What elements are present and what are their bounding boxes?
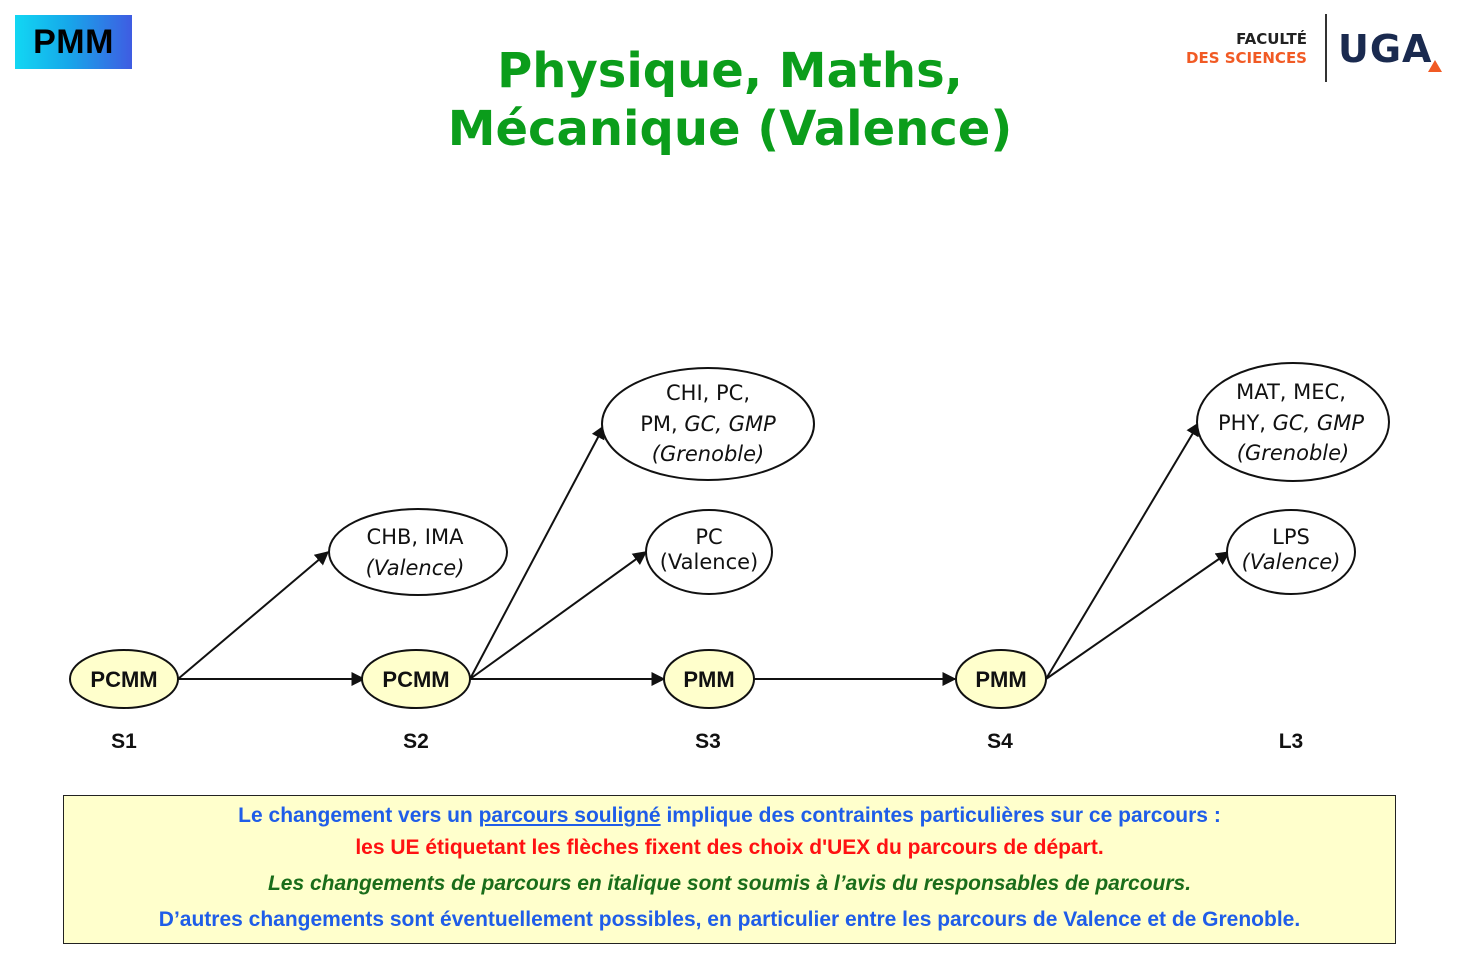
node-lps-line-1: LPS <box>1272 525 1310 549</box>
title-line-2: Mécanique (Valence) <box>447 101 1013 157</box>
node-mat-line-2b: GC, GMP <box>1272 411 1364 435</box>
semester-label-l3: L3 <box>1278 730 1304 753</box>
node-chi-line-2 <box>640 412 776 436</box>
semester-label-s4: S4 <box>987 730 1013 753</box>
semester-label-s1: S1 <box>111 730 137 753</box>
node-chi-pc <box>602 368 814 480</box>
note-line-1-post: implique des contraintes particulières sur ce parcours : <box>660 804 1221 827</box>
notes-box <box>63 795 1396 944</box>
semester-label-s3: S3 <box>695 730 721 753</box>
node-s3-label: PMM <box>683 667 735 692</box>
node-chi-line-1: CHI, PC, <box>666 381 750 405</box>
node-chb-line-1: CHB, IMA <box>366 525 464 549</box>
note-line-3: Les changements de parcours en italique sont soumis à l’avis du responsables de parcours. <box>267 872 1192 895</box>
note-line-1-underlined: parcours souligné <box>478 804 661 827</box>
uga-brand-text: UGA <box>1338 27 1433 71</box>
node-mat-line-3: (Grenoble) <box>1236 441 1350 465</box>
arrow-s4-mat <box>1046 423 1199 679</box>
node-s1-label: PCMM <box>90 667 158 692</box>
node-s4 <box>956 650 1046 708</box>
title-line-1: Physique, Maths, <box>497 43 963 99</box>
logo-line-1: FACULTÉ <box>1236 30 1307 48</box>
logo-line-2: DES SCIENCES <box>1186 49 1307 67</box>
pmm-badge: PMM <box>15 15 132 69</box>
note-line-1 <box>64 800 1395 832</box>
node-mat-line-1: MAT, MEC, <box>1236 380 1346 404</box>
node-chi-line-2b: GC, GMP <box>684 412 776 436</box>
node-chb-line-2: (Valence) <box>365 556 465 580</box>
node-chb-ima <box>329 509 507 595</box>
note-line-4: D’autres changements sont éventuellement possibles, en particulier entre les parcours de Valence et de Grenoble. <box>158 908 1301 931</box>
arrow-s1-chb <box>178 552 328 679</box>
node-s4-label: PMM <box>975 667 1027 692</box>
node-s2-label: PCMM <box>382 667 450 692</box>
node-chi-line-2a: PM, <box>640 412 685 436</box>
node-pc-line-2: (Valence) <box>659 550 759 574</box>
node-lps-line-2: (Valence) <box>1241 550 1341 574</box>
node-pc-line-1: PC <box>695 525 723 549</box>
node-mat-mec <box>1197 363 1389 481</box>
note-line-1-pre: Le changement vers un <box>238 804 479 827</box>
node-chi-line-3: (Grenoble) <box>651 442 765 466</box>
semester-label-s2: S2 <box>403 730 429 753</box>
node-s1 <box>70 650 178 708</box>
arrow-s4-lps <box>1046 552 1229 679</box>
node-s2 <box>362 650 470 708</box>
node-chb-shape <box>329 509 507 595</box>
node-pc-valence <box>646 510 772 594</box>
node-lps-valence <box>1227 510 1355 594</box>
note-line-2: les UE étiquetant les flèches fixent des choix d'UEX du parcours de départ. <box>355 836 1104 859</box>
node-s3 <box>664 650 754 708</box>
node-mat-line-2 <box>1218 411 1364 435</box>
node-mat-line-2a: PHY, <box>1218 411 1273 435</box>
